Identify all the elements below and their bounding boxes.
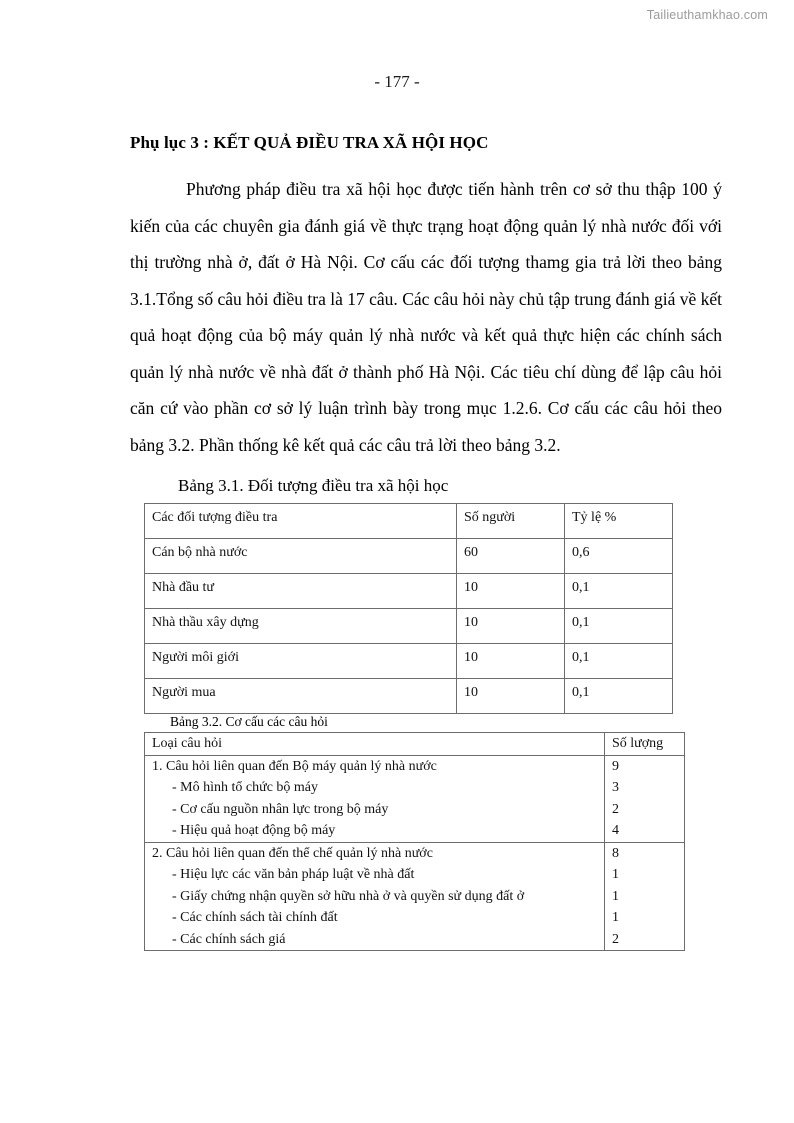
cell-label: Các đối tượng điều tra — [145, 504, 457, 539]
cell-value: 1 — [605, 907, 685, 929]
cell-value: 60 — [457, 539, 565, 574]
table-row — [145, 864, 685, 886]
table-1-caption: Bảng 3.1. Đối tượng điều tra xã hội học — [178, 476, 449, 496]
page-number: - 177 - — [374, 72, 420, 91]
table-header-row — [145, 733, 685, 756]
table-2-caption: Bảng 3.2. Cơ cấu các câu hỏi — [170, 714, 328, 730]
cell-value: 0,6 — [565, 539, 673, 574]
cell-value: 9 — [605, 755, 685, 777]
cell-value: Số người — [457, 504, 565, 539]
table-header-row — [145, 504, 673, 539]
table-row — [145, 799, 685, 821]
cell-value: 1 — [605, 864, 685, 886]
table-row — [145, 907, 685, 929]
table-row — [145, 820, 685, 842]
cell-value: 0,1 — [565, 609, 673, 644]
cell-label: - Các chính sách tài chính đất — [145, 907, 605, 929]
cell-value: 8 — [605, 842, 685, 864]
table-survey-subjects — [144, 503, 673, 714]
page-title: Phụ lục 3 : KẾT QUẢ ĐIỀU TRA XÃ HỘI HỌC — [130, 133, 489, 152]
cell-value: 10 — [457, 609, 565, 644]
table-question-structure — [144, 732, 685, 951]
cell-value: 0,1 — [565, 679, 673, 714]
cell-value: 0,1 — [565, 644, 673, 679]
cell-label: - Giấy chứng nhận quyền sở hữu nhà ở và quyền sử dụng đất ở — [145, 886, 605, 908]
cell-value: 0,1 — [565, 574, 673, 609]
cell-value: Tỷ lệ % — [565, 504, 673, 539]
cell-value: 3 — [605, 777, 685, 799]
table-row — [145, 609, 673, 644]
cell-label: - Cơ cấu nguồn nhân lực trong bộ máy — [145, 799, 605, 821]
cell-value: Số lượng — [605, 733, 685, 756]
cell-value: 2 — [605, 929, 685, 951]
table-row — [145, 679, 673, 714]
cell-value: 4 — [605, 820, 685, 842]
cell-label: - Hiệu quả hoạt động bộ máy — [145, 820, 605, 842]
document-content — [130, 132, 722, 951]
watermark-text: Tailieuthamkhao.com — [646, 8, 768, 22]
cell-label: - Hiệu lực các văn bản pháp luật về nhà đất — [145, 864, 605, 886]
cell-label: Nhà đầu tư — [145, 574, 457, 609]
cell-label: Người môi giới — [145, 644, 457, 679]
cell-value: 10 — [457, 644, 565, 679]
table-row — [145, 842, 685, 864]
table-row — [145, 644, 673, 679]
cell-label: Người mua — [145, 679, 457, 714]
cell-label: Loại câu hỏi — [145, 733, 605, 756]
cell-label: - Mô hình tổ chức bộ máy — [145, 777, 605, 799]
table-row — [145, 886, 685, 908]
table-row — [145, 574, 673, 609]
table-row — [145, 755, 685, 777]
cell-value: 1 — [605, 886, 685, 908]
cell-value: 10 — [457, 574, 565, 609]
cell-label: Nhà thầu xây dựng — [145, 609, 457, 644]
intro-paragraph: Phương pháp điều tra xã hội học được tiến hành trên cơ sở thu thập 100 ý kiến của các chuyên gia đánh giá về thực trạng hoạt động quản lý nhà nước đối với thị trường nhà ở, đất ở Hà Nội. Cơ cấu các đối tượng thamg gia trả lời theo bảng 3.1.Tổng số câu hỏi điều tra là 17 câu. Các câu hỏi này chủ tập trung đánh giá về kết quả hoạt động của bộ máy quản lý nhà nước và kết quả thực hiện các chính sách quản lý nhà nước về nhà đất ở thành phố Hà Nội. Các tiêu chí dùng để lập câu hỏi căn cứ vào phần cơ sở lý luận trình bày trong mục 1.2.6. Cơ cấu các câu hỏi theo bảng 3.2. Phần thống kê kết quả các câu trả lời theo bảng 3.2. — [130, 179, 722, 455]
cell-label: 1. Câu hỏi liên quan đến Bộ máy quản lý nhà nước — [145, 755, 605, 777]
cell-label: 2. Câu hỏi liên quan đến thể chế quản lý nhà nước — [145, 842, 605, 864]
cell-label: - Các chính sách giá — [145, 929, 605, 951]
cell-value: 2 — [605, 799, 685, 821]
table-row — [145, 539, 673, 574]
table-row — [145, 777, 685, 799]
cell-value: 10 — [457, 679, 565, 714]
table-row — [145, 929, 685, 951]
cell-label: Cán bộ nhà nước — [145, 539, 457, 574]
